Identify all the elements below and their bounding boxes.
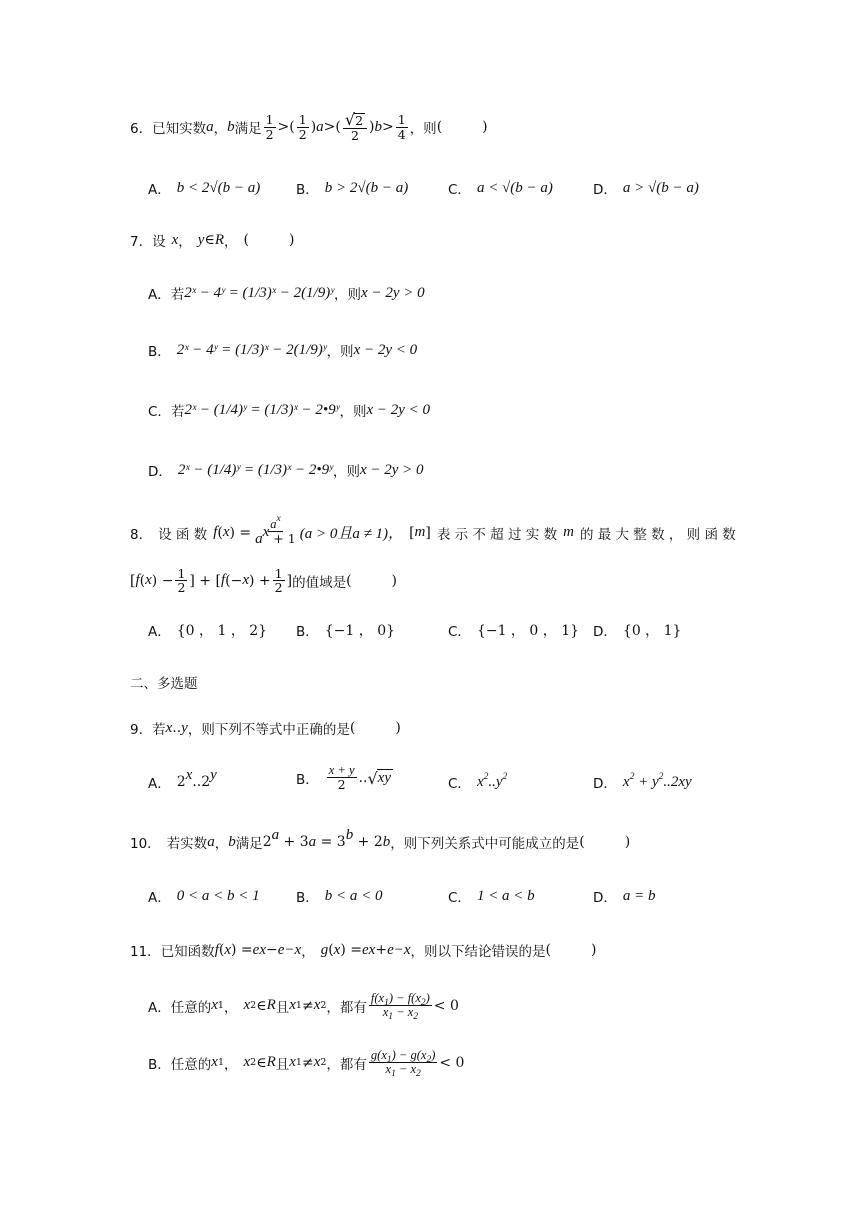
- question-7-option-a: A． 若 2ˣ − 4ʸ = (1/3)ˣ − 2(1/9)ʸ ，则 x − 2y > 0: [148, 284, 425, 303]
- fraction: $\frac{g(x_1) - g(x_2)}{x_1 - x_2}$: [370, 1048, 436, 1080]
- option-d: D． {0 ， 1}: [593, 623, 682, 640]
- section-heading: 二、多选题: [130, 676, 198, 692]
- option-c: C． a < √(b − a): [448, 179, 553, 198]
- option-a: A． b < 2√(b − a): [148, 179, 261, 198]
- option-c: C． {−1 ， 0 ， 1}: [448, 623, 580, 640]
- fraction: $\frac{f(x_1) - f(x_2)}{x_1 - x_2}$: [370, 991, 430, 1023]
- question-number: 11．: [130, 944, 161, 960]
- question-number: 9．: [130, 722, 153, 738]
- option-b: B． b < a < 0: [296, 887, 383, 906]
- question-7-option-d: D． 2ˣ − (1/4)ʸ = (1/3)ˣ − 2•9ʸ ，则 x − 2y > 0: [148, 461, 424, 480]
- question-7-stem: 7． 设 x ， y ∈ R ， ( ): [130, 231, 295, 250]
- option-c: C． 1 < a < b: [448, 887, 535, 906]
- question-11-option-a: A． 任意的 x 1 ， x 2 ∈ R 且 x 1 ≠ x 2 ，都有 $\frac{f(x_1) - f(x_2)}{x_1 - x_2}$ < 0: [148, 991, 459, 1023]
- question-number: 10．: [130, 836, 161, 852]
- question-10-stem: 10． 若实数 a ， b 满足 $2^a + 3a = 3^b + 2b$ ，则下列关系式中可能成立的是 ( ): [130, 826, 631, 852]
- question-6-stem: 6． 已知实数 a ， b 满足 $\frac{1}{2}$ > ( $\frac{1}{2}$ ) a > ( √ 2 2 ) b > $\frac{1}{4}$ ，则 ( ): [130, 110, 488, 143]
- option-d: D． $x^2 + y^2..2xy$: [593, 771, 692, 792]
- fraction: √ 2 2: [343, 112, 367, 142]
- fraction: $\frac{a^x}{a^x + 1}$: [255, 514, 296, 548]
- question-7-option-b: B． 2ˣ − 4ʸ = (1/3)ˣ − 2(1/9)ʸ ，则 x − 2y < 0: [148, 341, 418, 360]
- option-b: B． $\frac{x + y}{2}$ .. √ xy: [296, 763, 391, 793]
- question-9-stem: 9． 若 x .. y ，则下列不等式中正确的是 ( ): [130, 719, 401, 738]
- question-number: 7．: [130, 234, 153, 250]
- option-b: B． b > 2√(b − a): [296, 179, 409, 198]
- option-d: D． a = b: [593, 887, 656, 906]
- option-a: A． 0 < a < b < 1: [148, 887, 260, 906]
- option-b: B． {−1 ， 0}: [296, 623, 396, 640]
- question-8-stem-line2: [ f ( x ) − $\frac{1}{2}$ ] + [ f (− x ) + $\frac{1}{2}$ ] 的值域是 ( ): [130, 566, 398, 596]
- fraction: $\frac{1}{4}$: [397, 112, 406, 142]
- question-7-option-c: C． 若 2ˣ − (1/4)ʸ = (1/3)ˣ − 2•9ʸ ，则 x − 2y < 0: [148, 401, 431, 420]
- question-11-stem: 11． 已知函数 f ( x ) = e x − e −x ， g ( x ) = e x + e −x ，则以下结论错误的是 ( ): [130, 941, 597, 960]
- option-c: C． $x^2..y^2$: [448, 771, 508, 792]
- fraction: $\frac{1}{2}$: [265, 112, 274, 142]
- question-number: 8．: [130, 526, 153, 543]
- fraction: $\frac{1}{2}$: [298, 112, 307, 142]
- option-a: A． {0 ， 1 ， 2}: [148, 623, 268, 640]
- question-8-stem-line1: 8． 设 函 数 f ( x ) = $\frac{a^x}{a^x + 1}$ (a > 0且a ≠ 1)， [ m ] 表 示 不 超 过 实 数 m 的 最 大 整 数 ， 则 函 数: [130, 514, 736, 548]
- question-number: 6．: [130, 121, 153, 138]
- option-d: D． a > √(b − a): [593, 179, 699, 198]
- question-11-option-b: B． 任意的 x 1 ， x 2 ∈ R 且 x 1 ≠ x 2 ，都有 $\frac{g(x_1) - g(x_2)}{x_1 - x_2}$ < 0: [148, 1048, 465, 1080]
- option-a: A． 2$^x$..2$^y$: [148, 767, 217, 792]
